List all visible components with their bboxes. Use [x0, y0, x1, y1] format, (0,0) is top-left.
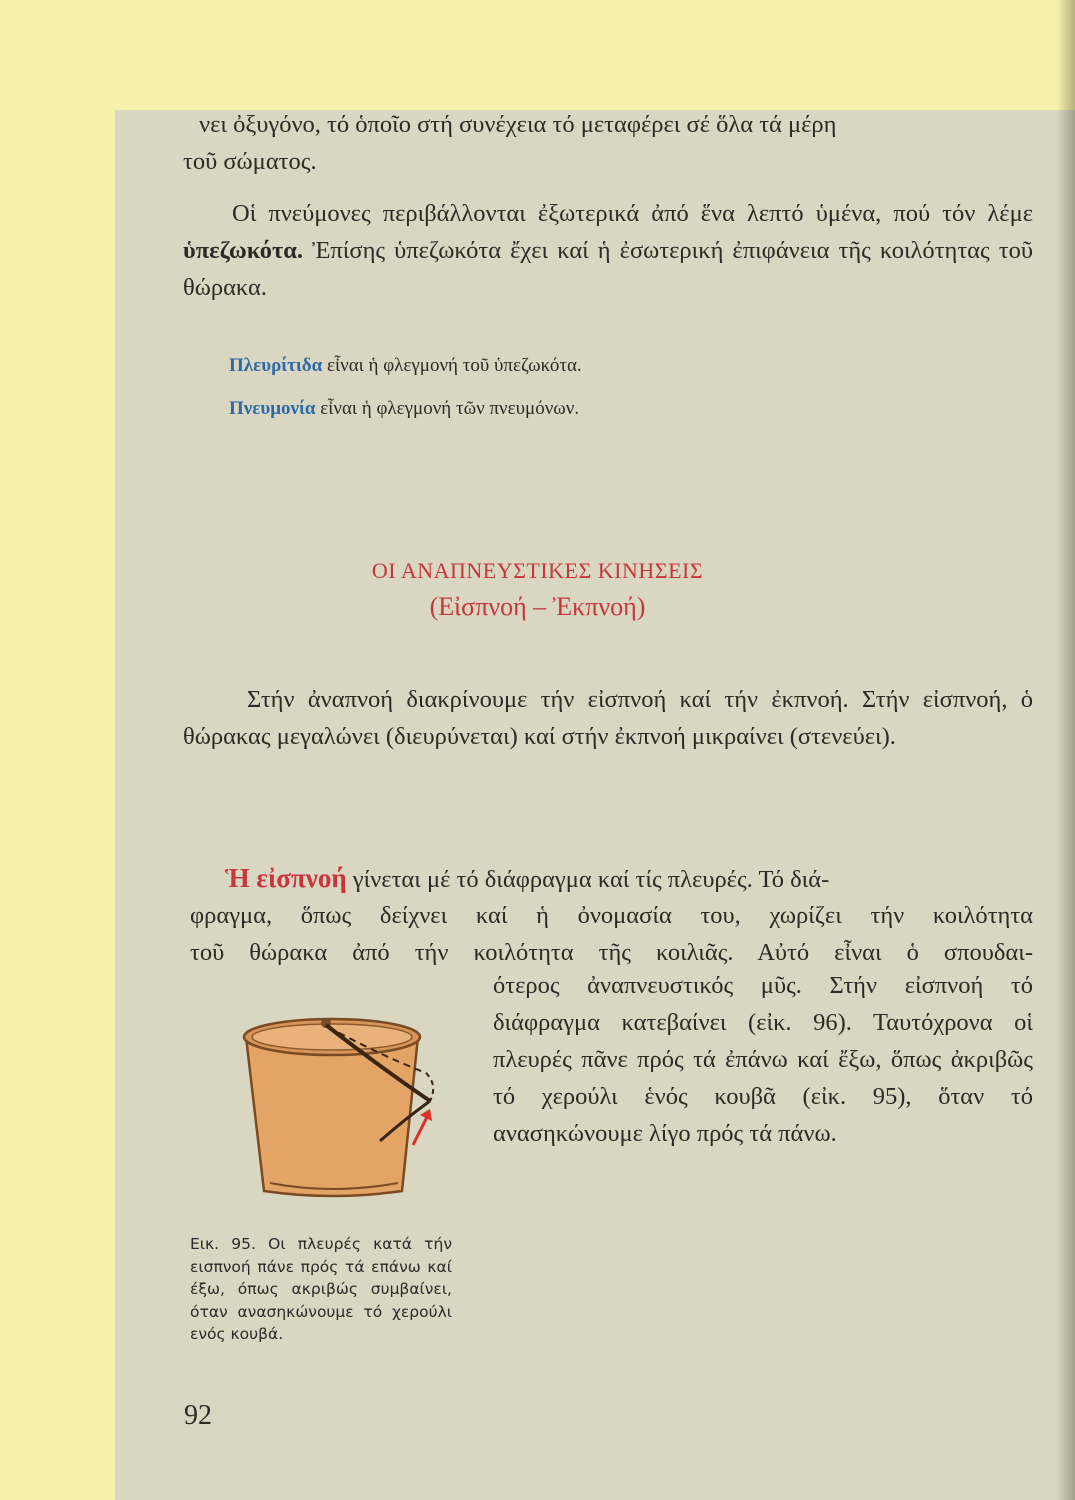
- page-edge-shadow: [1057, 0, 1075, 1500]
- term-eispnoi: Ἡ εἰσπνοή: [225, 863, 347, 893]
- definition-pneumonia: [229, 397, 579, 421]
- definition-term: Πλευρίτιδα: [229, 355, 323, 376]
- page-number: 92: [184, 1400, 212, 1431]
- bucket-body: [246, 1037, 418, 1196]
- paragraph-1-line-2: τοῦ σώματος.: [183, 148, 317, 175]
- paragraph-2-text-before: Οἱ πνεύμονες περιβάλλονται ἐξωτερικά ἀπό ἕνα λεπτό ὑμένα, πού τόν λέμε: [232, 200, 1033, 227]
- section-heading: ΟΙ ΑΝΑΠΝΕΥΣΤΙΚΕΣ ΚΙΝΗΣΕΙΣ: [371, 558, 704, 583]
- paragraph-4-line-1-text: γίνεται μέ τό διάφραγμα καί τίς πλευρές. Τό διά-: [346, 866, 830, 893]
- paragraph-1-line-1: νει ὀξυγόνο, τό ὁποῖο στή συνέχεια τό μεταφέρει σέ ὅλα τά μέρη: [199, 111, 837, 138]
- paragraph-4-line-3: τοῦ θώρακα ἀπό τήν κοιλότητα τῆς κοιλιᾶς. Αὐτό εἶναι ὁ σπουδαι-: [190, 939, 1033, 966]
- section-subheading: (Εἰσπνοή – Ἐκπνοή): [429, 592, 646, 621]
- paragraph-2: [183, 195, 1033, 306]
- paragraph-4-line-2: φραγμα, ὅπως δείχνει καί ἡ ὀνομασία του, χωρίζει τήν κοιλότητα: [190, 902, 1033, 929]
- term-hypezokota: ὑπεζωκότα.: [183, 237, 304, 264]
- paragraph-4-line-1: [225, 860, 1033, 898]
- definition-text: εἶναι ἡ φλεγμονή τοῦ ὑπεζωκότα.: [322, 355, 582, 376]
- paragraph-3: Στήν ἀναπνοή διακρίνουμε τήν εἰσπνοή καί τήν ἐκπνοή. Στήν εἰσπνοή, ὁ θώρακας μεγαλώνει (διευρύνεται) καί στήν ἐκπνοή μικραίνει (στενεύει).: [183, 686, 1033, 750]
- figure-caption: Εικ. 95. Οι πλευρές κατά τήν εισπνοή πάνε πρός τά επάνω καί έξω, όπως ακριβώς συμβαίνει, όταν ανασηκώνουμε τό χερούλι ενός κουβά.: [190, 1235, 452, 1343]
- definition-pleuritis: [229, 354, 582, 378]
- definition-term: Πνευμονία: [229, 398, 316, 419]
- paragraph-2-text-after: Ἐπίσης ὑπεζωκότα ἔχει καί ἡ ἐσωτερική ἐπιφάνεια τῆς κοιλότητας τοῦ θώρακα.: [183, 237, 1033, 301]
- up-arrow-icon: [413, 1115, 428, 1145]
- bucket-figure: [230, 1005, 450, 1205]
- definition-text: εἶναι ἡ φλεγμονή τῶν πνευμόνων.: [315, 398, 580, 419]
- paragraph-4-continuation: ότερος ἀναπνευστικός μῦς. Στήν εἰσπνοή τό διάφραγμα κατεβαίνει (εἰκ. 96). Ταυτόχρονα οἱ πλευρές πᾶνε πρός τά ἐπάνω καί ἔξω, ὅπως ἀκριβῶς τό χερούλι ἑνός κουβᾶ (εἰκ. 95), ὅταν τό ανασηκώνουμε λίγο πρός τά πάνω.: [493, 972, 1033, 1147]
